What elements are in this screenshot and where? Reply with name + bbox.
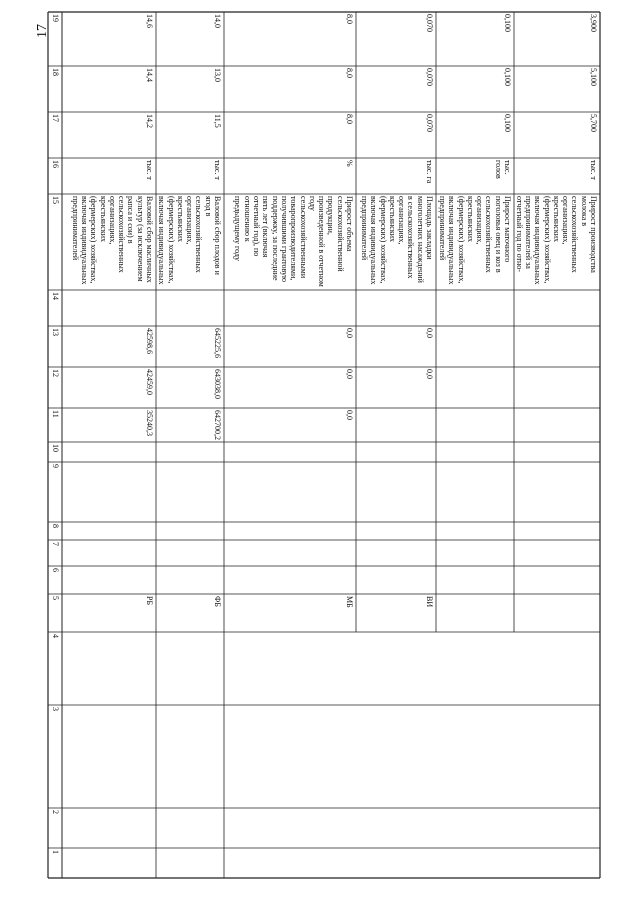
column-number: 8 bbox=[51, 524, 60, 528]
indicator-name: Валовой сбор масличных культур (за исключением рапса и сои) в сельскохозяйственных организациях, крестьянских (фермерских) хозяйствах, включая индивидуальных предпринимателей bbox=[70, 196, 154, 285]
funding-source: ФБ bbox=[213, 596, 222, 607]
value-cell: 0,100 bbox=[503, 68, 512, 86]
column-number: 12 bbox=[51, 369, 60, 377]
column-number: 1 bbox=[51, 850, 60, 854]
value-cell: 642700,2 bbox=[213, 410, 222, 440]
column-number: 19 bbox=[51, 14, 60, 22]
value-cell: 0,100 bbox=[503, 14, 512, 32]
value-cell: 0,0 bbox=[425, 369, 434, 379]
column-number: 2 bbox=[51, 810, 60, 814]
value-cell: 8,0 bbox=[345, 68, 354, 78]
unit-of-measure: тыс. т bbox=[145, 160, 154, 180]
column-number: 13 bbox=[51, 328, 60, 336]
value-cell: 11,5 bbox=[213, 114, 222, 128]
unit-of-measure: % bbox=[345, 160, 354, 167]
column-number: 14 bbox=[51, 292, 60, 300]
value-cell: 0,0 bbox=[425, 328, 434, 338]
value-cell: 0,0 bbox=[345, 369, 354, 379]
funding-source: ВИ bbox=[425, 596, 434, 608]
column-number: 15 bbox=[51, 196, 60, 204]
column-number: 5 bbox=[51, 596, 60, 600]
value-cell: 8,0 bbox=[345, 114, 354, 124]
column-number: 6 bbox=[51, 568, 60, 572]
value-cell: 14,6 bbox=[145, 14, 154, 28]
indicator-name: Площадь закладки многолетних насаждений в сельскохозяйственных организациях, крестьянских (фермерских) хозяйствах, включая индивидуальных предпринимателей bbox=[359, 196, 434, 285]
column-number: 17 bbox=[51, 114, 60, 122]
value-cell: 0,100 bbox=[503, 114, 512, 132]
column-number: 11 bbox=[51, 410, 60, 418]
value-cell: 5,700 bbox=[589, 114, 598, 132]
indicator-name: Прирост объема сельскохозяйственной продукции, произведенной в отчетном году сельскохозяйственными товаропроизводителями, получившими грантовую поддержку, за последние пять лет (включая отчетный год), по отношению к предыдущему году bbox=[233, 196, 354, 287]
value-cell: 42598,6 bbox=[145, 328, 154, 354]
unit-of-measure: тыс. голов bbox=[493, 160, 512, 179]
value-cell: 643038,0 bbox=[213, 369, 222, 399]
value-cell: 0,0 bbox=[345, 328, 354, 338]
funding-source: МБ bbox=[345, 596, 354, 608]
column-number: 3 bbox=[51, 707, 60, 711]
value-cell: 0,070 bbox=[425, 14, 434, 32]
unit-of-measure: тыс. га bbox=[425, 160, 434, 184]
value-cell: 3,900 bbox=[589, 14, 598, 32]
column-number: 18 bbox=[51, 68, 60, 76]
indicator-name: Валовой сбор плодов и ягод в сельскохозяйственных организациях, крестьянских (фермерских) хозяйствах, включая индивидуальных bbox=[157, 196, 222, 285]
column-number: 10 bbox=[51, 444, 60, 452]
value-cell: 35240,3 bbox=[145, 410, 154, 436]
value-cell: 13,0 bbox=[213, 68, 222, 82]
value-cell: 8,0 bbox=[345, 14, 354, 24]
indicator-name: Прирост маточного поголовья овец и коз в сельскохозяйственных организациях, крестьянских (фермерских) хозяйствах, включая индивидуальных предпринимателей bbox=[437, 196, 512, 285]
unit-of-measure: тыс. т bbox=[213, 160, 222, 180]
value-cell: 645225,6 bbox=[213, 328, 222, 358]
funding-source: РБ bbox=[145, 596, 154, 606]
value-cell: 5,100 bbox=[589, 68, 598, 86]
unit-of-measure: тыс. т bbox=[589, 160, 598, 180]
value-cell: 14,4 bbox=[145, 68, 154, 82]
page-number: 17 bbox=[35, 24, 50, 38]
value-cell: 0,070 bbox=[425, 68, 434, 86]
value-cell: 14,0 bbox=[213, 14, 222, 28]
value-cell: 0,070 bbox=[425, 114, 434, 132]
column-number: 4 bbox=[51, 634, 60, 638]
column-number: 16 bbox=[51, 160, 60, 168]
column-number: 9 bbox=[51, 464, 60, 468]
column-number: 7 bbox=[51, 542, 60, 546]
value-cell: 0,0 bbox=[345, 410, 354, 420]
value-cell: 14,2 bbox=[145, 114, 154, 128]
value-cell: 42459,0 bbox=[145, 369, 154, 395]
indicator-name: Прирост производства молока в сельскохозяйственных организациях, крестьянских (фермерских) хозяйствах, включая индивидуальных предпринимателей за отчетный год по отно- bbox=[514, 196, 598, 285]
